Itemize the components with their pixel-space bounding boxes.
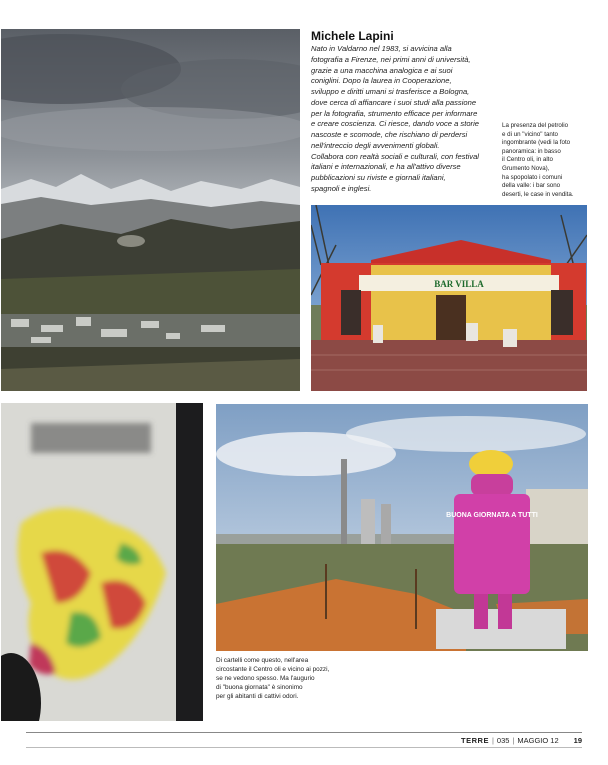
page-footer [26,734,582,746]
footer-separator: | [491,735,494,745]
photographer-name: Michele Lapini [311,29,394,43]
page-number: 19 [573,735,582,745]
pink-figure-photo [216,404,588,651]
photographer-bio: Nato in Valdarno nel 1983, si avvicina alla fotografia a Firenze, nei primi anni di università, grazie a una macchina analogica e ai suoi coniglini. Dopo la laurea in Cooperazione, sviluppo e diritti umani si trasferisce a Bologna, dove cerca di affiancare i suoi studi alla passione per la fotografia, strumento efficace per informare e creare coscienza. Ci riesce, dando voce a storie nascoste e scomode, che rischiano di perdersi nell'intreccio degli avvenimenti globali. Collabora con realtà sociali e culturali, con festival italiani e internazionali, e ha all'attivo diverse pubblicazioni su riviste e giornali italiani, spagnoli e inglesi. [311,44,479,193]
figure-photo-caption: Di cartelli come questo, nell'area circostante il Centro oli e vicino ai pozzi, se ne vedono spesso. Ma l'augurio di "buona giornata" è sinonimo per gli abitanti di cattivi odori. [216,657,330,700]
bar-sign-text: BAR VILLA [434,279,484,289]
footer-rule [26,732,582,733]
magazine-name: TERRE [461,735,489,745]
blurred-map-photo [1,403,203,721]
issue-date: MAGGIO 12 [517,735,559,745]
panorama-photo [1,29,300,391]
bar-photo-caption: La presenza del petrolio e di un "vicino" tanto ingombrante (vedi la foto panoramica: in basso il Centro oli, in alto Grumento Nova), ha spopolato i comuni della valle: i bar sono deserti, le case in vendita. [502,122,574,198]
footer-separator: | [512,735,515,745]
footer-rule-bottom [26,747,582,748]
bar-villa-photo [311,205,587,391]
issue-number: 035 [496,735,510,745]
figure-sign-text: BUONA GIORNATA A TUTTI [446,512,538,519]
